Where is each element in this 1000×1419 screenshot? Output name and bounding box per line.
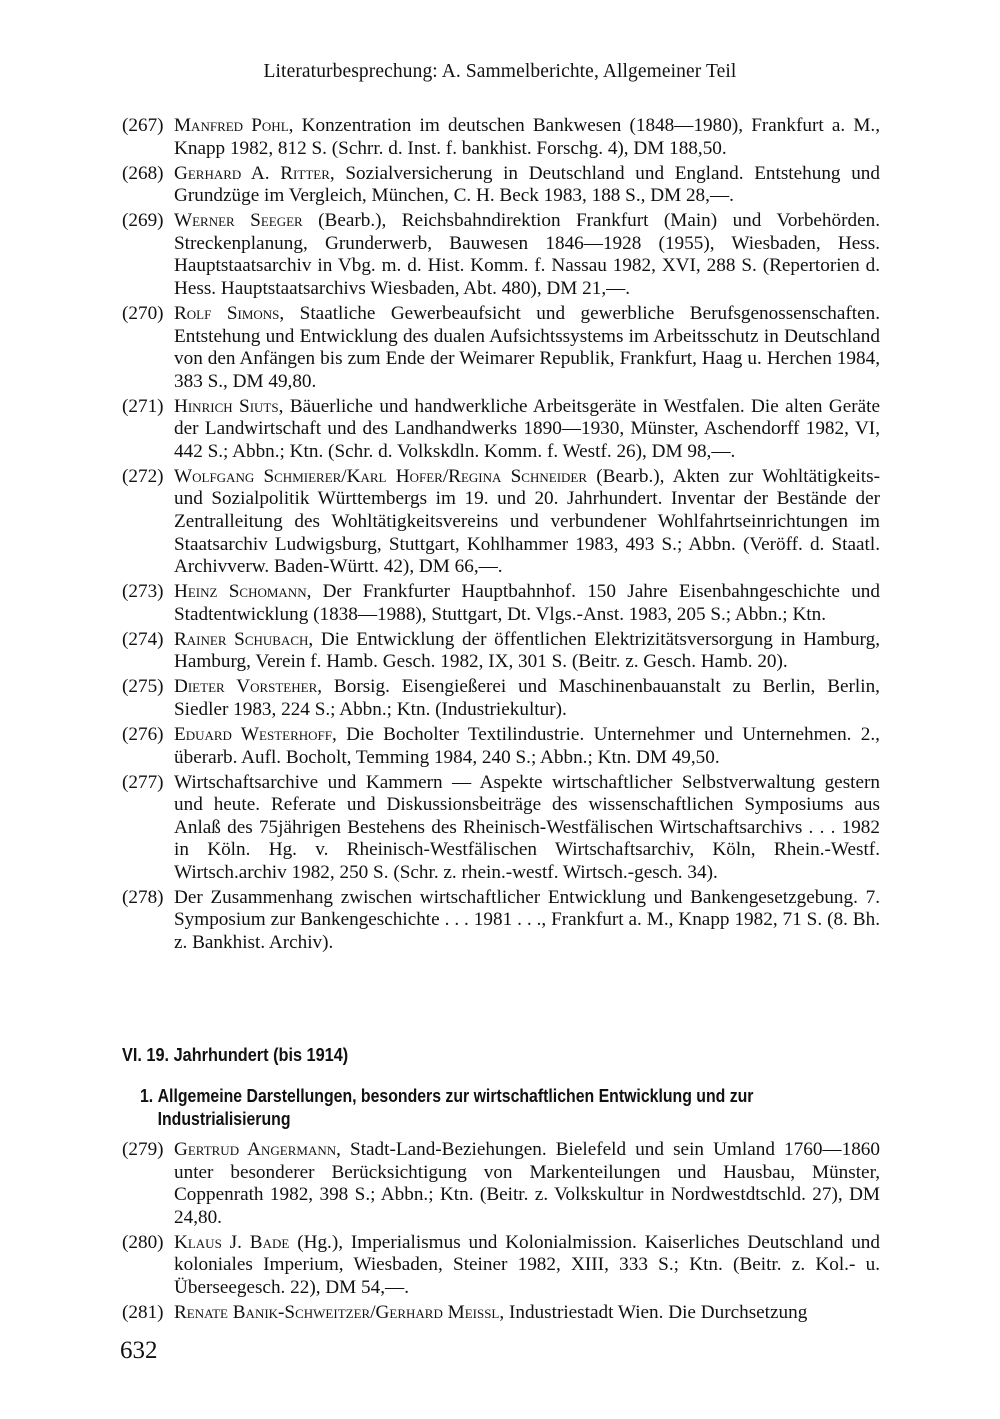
subsection-heading	[140, 1085, 879, 1131]
entry-author: Eduard Westerhoff	[174, 723, 332, 745]
entry-author: Rainer Schubach	[174, 628, 309, 650]
entry-number: (278)	[122, 886, 164, 908]
bibliography-entry	[122, 466, 880, 579]
bibliography-entry	[122, 1139, 880, 1229]
entry-number: (269)	[122, 210, 164, 232]
entry-text: , Die Bocholter Textilindustrie. Unternehmer und Unternehmen. 2., überarb. Aufl. Bocholt, Temming 1984, 240 S.; Abbn.; Ktn. DM 49,50.	[174, 723, 880, 768]
entry-text: Wirtschaftsarchive und Kammern — Aspekte wirtschaftlicher Selbstverwaltung gestern und heute. Referate und Diskussionsbeiträge des wissenschaftlichen Symposiums aus Anlaß des 75jährigen Bestehens des Rheinisch-Westfälischen Wirtschaftsarchivs . . . 1982 in Köln. Hg. v. Rheinisch-Westfälischen Wirtschaftsarchiv, Köln, Rhein.-Westf. Wirtsch.archiv 1982, 250 S. (Schr. z. rhein.-westf. Wirtsch.-gesch. 34).	[174, 771, 880, 883]
entry-text: , Die Entwicklung der öffentlichen Elektrizitätsversorgung in Hamburg, Hamburg, Verein f. Hamb. Gesch. 1982, IX, 301 S. (Beitr. z. Gesch. Hamb. 20).	[174, 628, 880, 673]
bibliography-entry	[122, 581, 880, 626]
entry-author: Gertrud Angermann	[174, 1139, 337, 1160]
entry-author: Werner Seeger	[174, 210, 303, 232]
entry-number: (270)	[122, 302, 164, 324]
bibliography-entry	[122, 163, 880, 208]
entry-number: (271)	[122, 395, 164, 417]
entry-number: (279)	[122, 1139, 164, 1160]
entry-text: (Bearb.), Reichsbahndirektion Frankfurt (Main) und Vorbehörden. Streckenplanung, Grunderwerb, Bauwesen 1846—1928 (1955), Wiesbaden, Hess. Hauptstaatsarchiv in Vbg. m. d. Hist. Komm. f. Nassau 1982, XVI, 288 S. (Repertorien d. Hess. Hauptstaatsarchivs Wiesbaden, Abt. 480), DM 21,—.	[174, 210, 881, 299]
bibliography-list-b	[122, 1139, 880, 1327]
entry-number: (274)	[122, 628, 164, 650]
entry-author: Klaus J. Bade	[174, 1231, 290, 1253]
entry-number: (280)	[122, 1231, 164, 1253]
entry-text: (Hg.), Imperialismus und Kolonialmission. Kaiserliches Deutschland und koloniales Imperium, Wiesbaden, Steiner 1982, XIII, 333 S.; Ktn. (Beitr. z. Kol.- u. Überseegesch. 22), DM 54,—.	[174, 1231, 880, 1298]
entry-text: , Stadt-Land-Beziehungen. Bielefeld und sein Umland 1760—1860 unter besonderer Berücksichtigung von Markenteilungen und Hausbau, Münster, Coppenrath 1982, 398 S.; Abbn.; Ktn. (Beitr. z. Volkskultur in Nordwestdtschld. 27), DM 24,80.	[174, 1139, 880, 1228]
entry-author: Dieter Vorsteher	[174, 676, 318, 698]
bibliography-entry	[122, 676, 880, 721]
entry-number: (272)	[122, 465, 164, 487]
entry-author: Renate Banik-Schweitzer/Gerhard Meißl	[174, 1301, 500, 1323]
subsection-number: 1.	[140, 1086, 154, 1106]
entry-author: Gerhard A. Ritter	[174, 162, 330, 184]
bibliography-entry	[122, 772, 880, 885]
bibliography-list-a	[122, 115, 880, 957]
entry-number: (281)	[122, 1301, 164, 1323]
subsection-title: Allgemeine Darstellungen, besonders zur wirtschaftlichen Entwicklung und zur Industrialisierung	[157, 1086, 754, 1129]
entry-author: Heinz Schomann	[174, 581, 307, 603]
bibliography-entry	[122, 115, 880, 160]
entry-text: , Bäuerliche und handwerkliche Arbeitsgeräte in Westfalen. Die alten Geräte der Landwirtschaft und des Landhandwerks 1890—1930, Münster, Aschendorff 1982, VI, 442 S.; Abbn.; Ktn. (Schr. d. Volkskdln. Komm. f. Westf. 26), DM 98,—.	[174, 395, 880, 462]
entry-number: (276)	[122, 723, 164, 745]
bibliography-entry	[122, 210, 880, 300]
running-head: Literaturbesprechung: A. Sammelberichte, Allgemeiner Teil	[263, 61, 737, 82]
entry-author: Rolf Simons	[174, 302, 280, 324]
entry-author: Wolfgang Schmierer/Karl Hofer/Regina Schneider	[174, 465, 588, 487]
bibliography-entry	[122, 629, 880, 674]
entry-text: Der Zusammenhang zwischen wirtschaftlicher Entwicklung und Bankengesetzgebung. 7. Symposium zur Bankengeschichte . . . 1981 . . ., Frankfurt a. M., Knapp 1982, 71 S. (8. Bh. z. Bankhist. Archiv).	[174, 886, 880, 954]
entry-text: , Industriestadt Wien. Die Durchsetzung	[499, 1301, 808, 1323]
bibliography-entry	[122, 1302, 880, 1325]
entry-number: (275)	[122, 676, 164, 698]
bibliography-entry	[122, 724, 880, 769]
section-title: VI. 19. Jahrhundert (bis 1914)	[122, 1044, 349, 1065]
entry-text: , Borsig. Eisengießerei und Maschinenbauanstalt zu Berlin, Berlin, Siedler 1983, 224 S.; Abbn.; Ktn. (Industriekultur).	[174, 676, 880, 720]
entry-author: Manfred Pohl	[174, 115, 289, 136]
bibliography-entry	[122, 396, 880, 464]
entry-text: , Konzentration im deutschen Bankwesen (1848—1980), Frankfurt a. M., Knapp 1982, 812 S. (Schrr. d. Inst. f. bankhist. Forschg. 4), DM 188,50.	[174, 115, 880, 159]
bibliography-entry	[122, 303, 880, 393]
entry-number: (273)	[122, 581, 164, 603]
entry-number: (267)	[122, 115, 164, 136]
entry-text: , Staatliche Gewerbeaufsicht und gewerbliche Berufsgenossenschaften. Entstehung und Entwicklung des dualen Aufsichtssystems im Arbeitsschutz in Deutschland von den Anfängen bis zum Ende der Weimarer Republik, Frankfurt, Haag u. Herchen 1984, 383 S., DM 49,80.	[174, 302, 880, 392]
entry-number: (277)	[122, 771, 164, 793]
page-number: 632	[120, 1337, 158, 1364]
entry-text: (Bearb.), Akten zur Wohltätigkeits- und Sozialpolitik Württembergs im 19. und 20. Jahrhundert. Inventar der Bestände der Zentralleitung des Wohltätigkeitsvereins und verbundener Wohlfahrtseinrichtungen im Staatsarchiv Ludwigsburg, Stuttgart, Kohlhammer 1983, 493 S.; Abbn. (Veröff. d. Staatl. Archivverw. Baden-Württ. 42), DM 66,—.	[174, 465, 880, 578]
bibliography-entry	[122, 887, 880, 955]
entry-number: (268)	[122, 162, 164, 184]
entry-text: , Der Frankfurter Hauptbahnhof. 150 Jahre Eisenbahngeschichte und Stadtentwicklung (1838—1988), Stuttgart, Dt. Vlgs.-Anst. 1983, 205 S.; Abbn.; Ktn.	[174, 581, 880, 625]
entry-text: , Sozialversicherung in Deutschland und England. Entstehung und Grundzüge im Vergleich, München, C. H. Beck 1983, 188 S., DM 28,—.	[174, 162, 880, 207]
bibliography-entry	[122, 1232, 880, 1300]
entry-author: Hinrich Siuts	[174, 395, 279, 417]
